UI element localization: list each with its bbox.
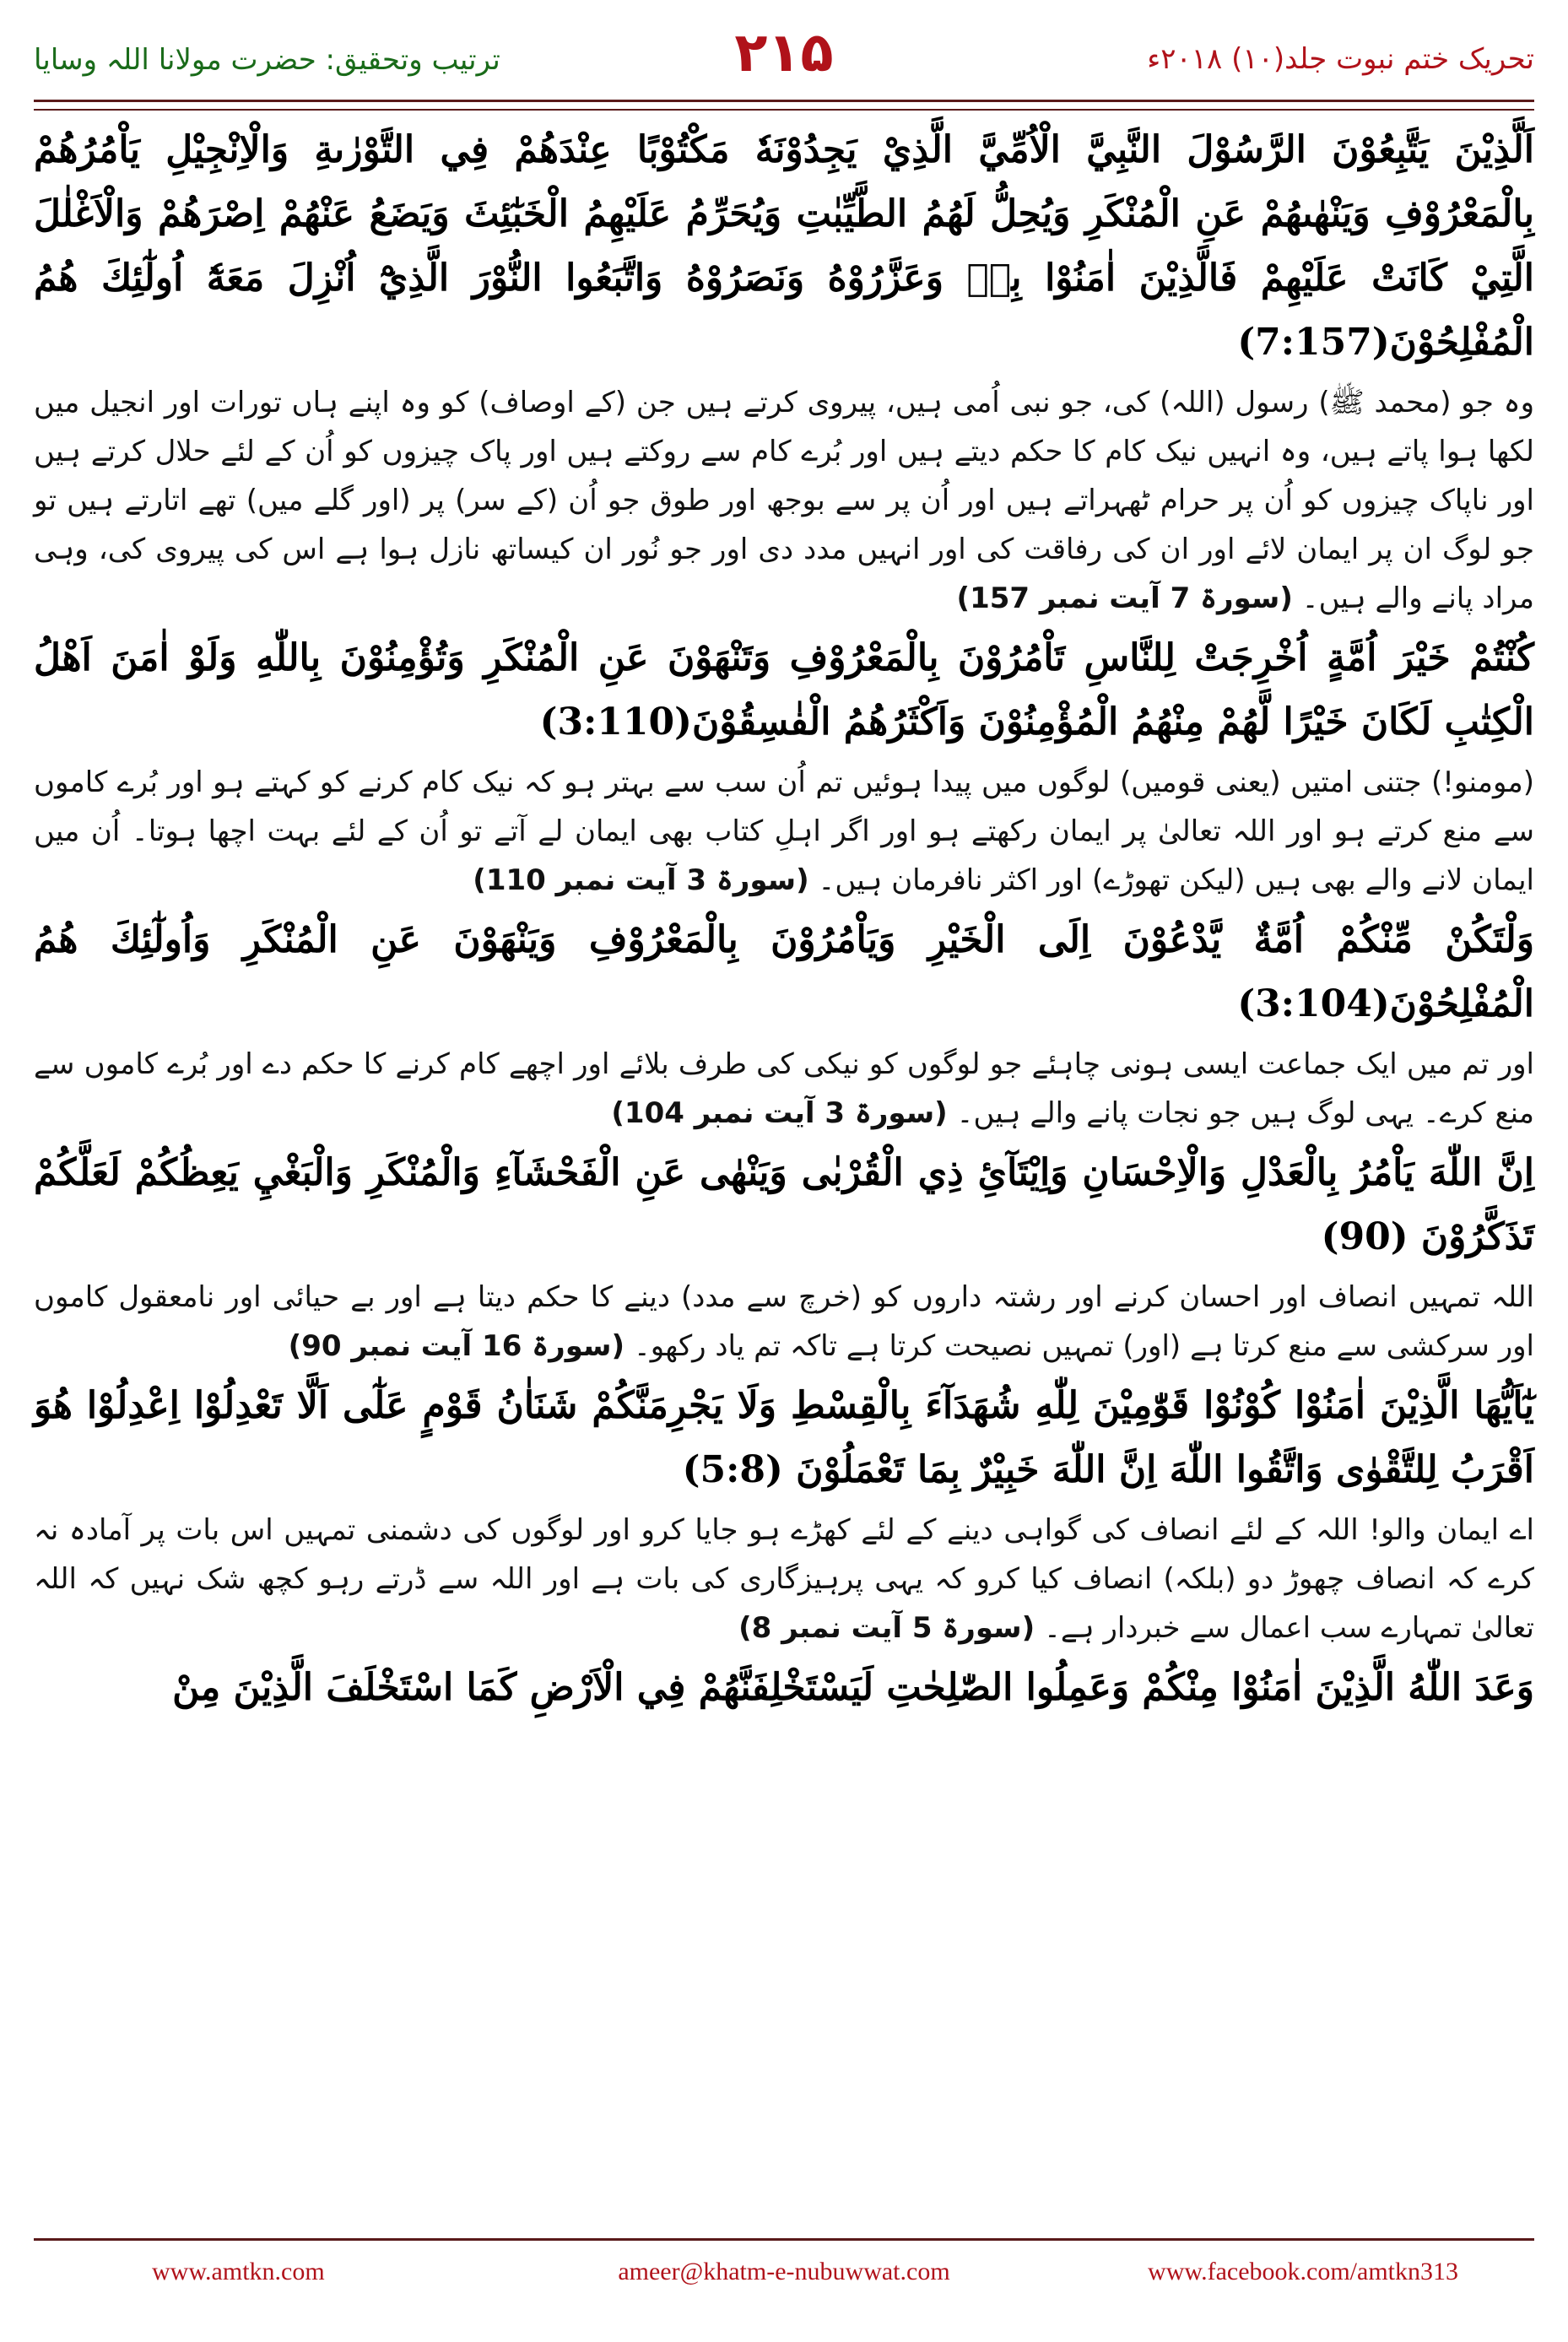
translation-text: اے ایمان والو! اللہ کے لئے انصاف کی گواہی دینے کے لئے کھڑے ہو جایا کرو اور لوگوں کی دشمنی تمہیں اس بات پر آمادہ نہ کرے کہ انصاف چھوڑ دو (بلکہ) انصاف کیا کرو کہ یہی پرہیزگاری کی بات ہے اور اللہ سے ڈرتے رہو کچھ شک نہیں کہ اللہ تعالیٰ تمہارے سب اعمال سے خبردار ہے۔	[34, 1513, 1534, 1645]
page-footer	[34, 2258, 1534, 2300]
page-content	[34, 118, 1534, 2203]
arabic-verse: كُنْتُمْ خَيْرَ اُمَّةٍ اُخْرِجَتْ لِلنَّاسِ تَاْمُرُوْنَ بِالْمَعْرُوْفِ وَتَنْهَوْنَ عَنِ الْمُنْكَرِ وَتُؤْمِنُوْنَ بِاللّٰهِ وَلَوْ اٰمَنَ اَهْلُ الْكِتٰبِ لَكَانَ خَيْرًا لَّهُمْ مِنْهُمُ الْمُؤْمِنُوْنَ وَاَكْثَرُهُمُ الْفٰسِقُوْنَ(3:110)	[34, 636, 1534, 744]
page-header	[34, 17, 1534, 98]
urdu-translation	[34, 758, 1534, 905]
compiler-credit: ترتیب وتحقیق: حضرت مولانا اللہ وسایا	[34, 43, 500, 77]
verse-reference: (سورۃ 7 آیت نمبر 157)	[956, 581, 1293, 615]
verse-reference: (سورۃ 3 آیت نمبر 104)	[611, 1096, 948, 1130]
website-link[interactable]: www.amtkn.com	[152, 2258, 325, 2285]
translation-text: (مومنو!) جتنی امتیں (یعنی قومیں) لوگوں میں پیدا ہوئیں تم اُن سب سے بہتر ہو کہ نیک کام کرنے کو کہتے ہو اور بُرے کاموں سے منع کرتے ہو اور اللہ تعالیٰ پر ایمان رکھتے ہو اور اگر اہلِ کتاب بھی ایمان لے آتے تو اُن کے لئے بہت اچھا ہوتا۔ اُن میں ایمان لانے والے بھی ہیں (لیکن تھوڑے) اور اکثر نافرمان ہیں۔	[34, 765, 1534, 897]
verse-reference: (سورۃ 5 آیت نمبر 8)	[738, 1611, 1035, 1645]
arabic-verse: اِنَّ اللّٰهَ يَاْمُرُ بِالْعَدْلِ وَالْاِحْسَانِ وَاِيْتَآئِ ذِي الْقُرْبٰى وَيَنْهٰى عَنِ الْفَحْشَآءِ وَالْمُنْكَرِ وَالْبَغْيِ يَعِظُكُمْ لَعَلَّكُمْ تَذَكَّرُوْنَ (90)	[34, 1151, 1534, 1258]
verse-reference: (سورۃ 16 آیت نمبر 90)	[288, 1329, 624, 1363]
arabic-verse: وَعَدَ اللّٰهُ الَّذِيْنَ اٰمَنُوْا مِنْكُمْ وَعَمِلُوا الصّٰلِحٰتِ لَيَسْتَخْلِفَنَّهُمْ فِي الْاَرْضِ كَمَا اسْتَخْلَفَ الَّذِيْنَ مِنْ	[172, 1666, 1534, 1709]
translation-text: وہ جو (محمد ﷺ) رسول (اللہ) کی، جو نبی اُمی ہیں، پیروی کرتے ہیں جن (کے اوصاف) کو وہ اپنے ہاں تورات اور انجیل میں لکھا ہوا پاتے ہیں، وہ انہیں نیک کام کا حکم دیتے ہیں اور بُرے کام سے روکتے ہیں اور پاک چیزوں کو اُن کے لئے حلال کرتے ہیں اور ناپاک چیزوں کو اُن پر حرام ٹھہراتے ہیں اور اُن پر سے بوجھ اور طوق جو اُن (کے سر) پر (اور گلے میں) تھے اتارتے ہیں تو جو لوگ ان پر ایمان لائے اور ان کی رفاقت کی اور انہیں مدد دی اور جو نُور ان کیساتھ نازل ہوا ہے اس کی پیروی کی، وہی مراد پانے والے ہیں۔	[34, 386, 1534, 615]
book-title: تحریک ختم نبوت جلد(۱۰) ۲۰۱۸ء	[1147, 42, 1534, 76]
page-number: ۲۱۵	[734, 22, 834, 84]
arabic-verse: يٰٓاَيُّهَا الَّذِيْنَ اٰمَنُوْا كُوْنُوْا قَوّٰمِيْنَ لِلّٰهِ شُهَدَآءَ بِالْقِسْطِ وَلَا يَجْرِمَنَّكُمْ شَنَاٰنُ قَوْمٍ عَلٰٓى اَلَّا تَعْدِلُوْا اِعْدِلُوْا هُوَ اَقْرَبُ لِلتَّقْوٰى وَاتَّقُوا اللّٰهَ اِنَّ اللّٰهَ خَبِيْرٌ بِمَا تَعْمَلُوْنَ (5:8)	[34, 1384, 1534, 1491]
facebook-link[interactable]: www.facebook.com/amtkn313	[1148, 2258, 1458, 2285]
verse-reference: (سورۃ 3 آیت نمبر 110)	[473, 863, 809, 897]
header-divider	[34, 100, 1534, 111]
footer-divider	[34, 2238, 1534, 2246]
email-link[interactable]: ameer@khatm-e-nubuwwat.com	[618, 2258, 950, 2285]
urdu-translation	[34, 1506, 1534, 1652]
arabic-verse: وَلْتَكُنْ مِّنْكُمْ اُمَّةٌ يَّدْعُوْنَ اِلَى الْخَيْرِ وَيَاْمُرُوْنَ بِالْمَعْرُوْفِ وَيَنْهَوْنَ عَنِ الْمُنْكَرِ وَاُولٰٓئِكَ هُمُ الْمُفْلِحُوْنَ(3:104)	[34, 918, 1534, 1025]
urdu-translation	[34, 1273, 1534, 1371]
urdu-translation	[34, 1040, 1534, 1138]
translation-text: اور تم میں ایک جماعت ایسی ہونی چاہئے جو لوگوں کو نیکی کی طرف بلائے اور اچھے کام کرنے کا حکم دے اور بُرے کاموں سے منع کرے۔ یہی لوگ ہیں جو نجات پانے والے ہیں۔	[34, 1047, 1534, 1130]
arabic-verse: اَلَّذِيْنَ يَتَّبِعُوْنَ الرَّسُوْلَ النَّبِيَّ الْاُمِّيَّ الَّذِيْ يَجِدُوْنَهٗ مَكْتُوْبًا عِنْدَهُمْ فِي التَّوْرٰىةِ وَالْاِنْجِيْلِ يَاْمُرُهُمْ بِالْمَعْرُوْفِ وَيَنْهٰىهُمْ عَنِ الْمُنْكَرِ وَيُحِلُّ لَهُمُ الطَّيِّبٰتِ وَيُحَرِّمُ عَلَيْهِمُ الْخَبٰٓئِثَ وَيَضَعُ عَنْهُمْ اِصْرَهُمْ وَالْاَغْلٰلَ الَّتِيْ كَانَتْ عَلَيْهِمْ فَالَّذِيْنَ اٰمَنُوْا بِهٖ وَعَزَّرُوْهُ وَنَصَرُوْهُ وَاتَّبَعُوا النُّوْرَ الَّذِيْٓ اُنْزِلَ مَعَهٗٓ اُولٰٓئِكَ هُمُ الْمُفْلِحُوْنَ(7:157)	[34, 128, 1534, 364]
urdu-translation	[34, 378, 1534, 623]
translation-text: اللہ تمہیں انصاف اور احسان کرنے اور رشتہ داروں کو (خرچ سے مدد) دینے کا حکم دیتا ہے اور بے حیائی اور نامعقول کاموں اور سرکشی سے منع کرتا ہے (اور) تمہیں نصیحت کرتا ہے تاکہ تم یاد رکھو۔	[34, 1280, 1534, 1363]
